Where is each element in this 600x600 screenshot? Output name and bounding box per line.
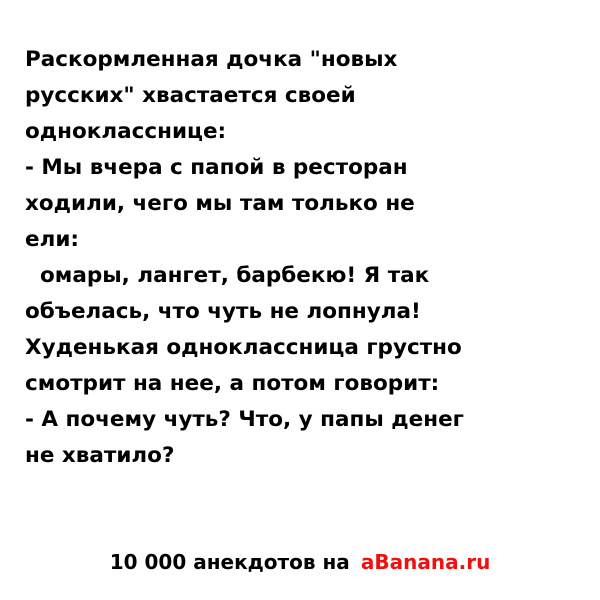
- joke-line: ходили, чего мы там только не: [25, 191, 415, 216]
- joke-line: ели:: [25, 227, 79, 252]
- joke-line: не хватило?: [25, 443, 175, 468]
- footer-label: 10 000 анекдотов на: [109, 550, 350, 574]
- joke-line: Раскормленная дочка "новых: [25, 47, 398, 72]
- joke-line: русских" хвастается своей: [25, 83, 356, 108]
- joke-line: - Мы вчера с папой в ресторан: [25, 155, 408, 180]
- joke-line: объелась, что чуть не лопнула!: [25, 299, 421, 324]
- joke-line: Худенькая одноклассница грустно: [25, 335, 462, 360]
- joke-text-block: [25, 42, 577, 474]
- joke-line: - А почему чуть? Что, у папы денег: [25, 407, 464, 432]
- joke-line: омары, лангет, барбекю! Я так: [25, 263, 430, 288]
- joke-line: смотрит на нее, а потом говорит:: [25, 371, 440, 396]
- footer: [0, 550, 600, 574]
- joke-line: однокласснице:: [25, 119, 227, 144]
- site-brand-link[interactable]: aBanana.ru: [360, 550, 491, 574]
